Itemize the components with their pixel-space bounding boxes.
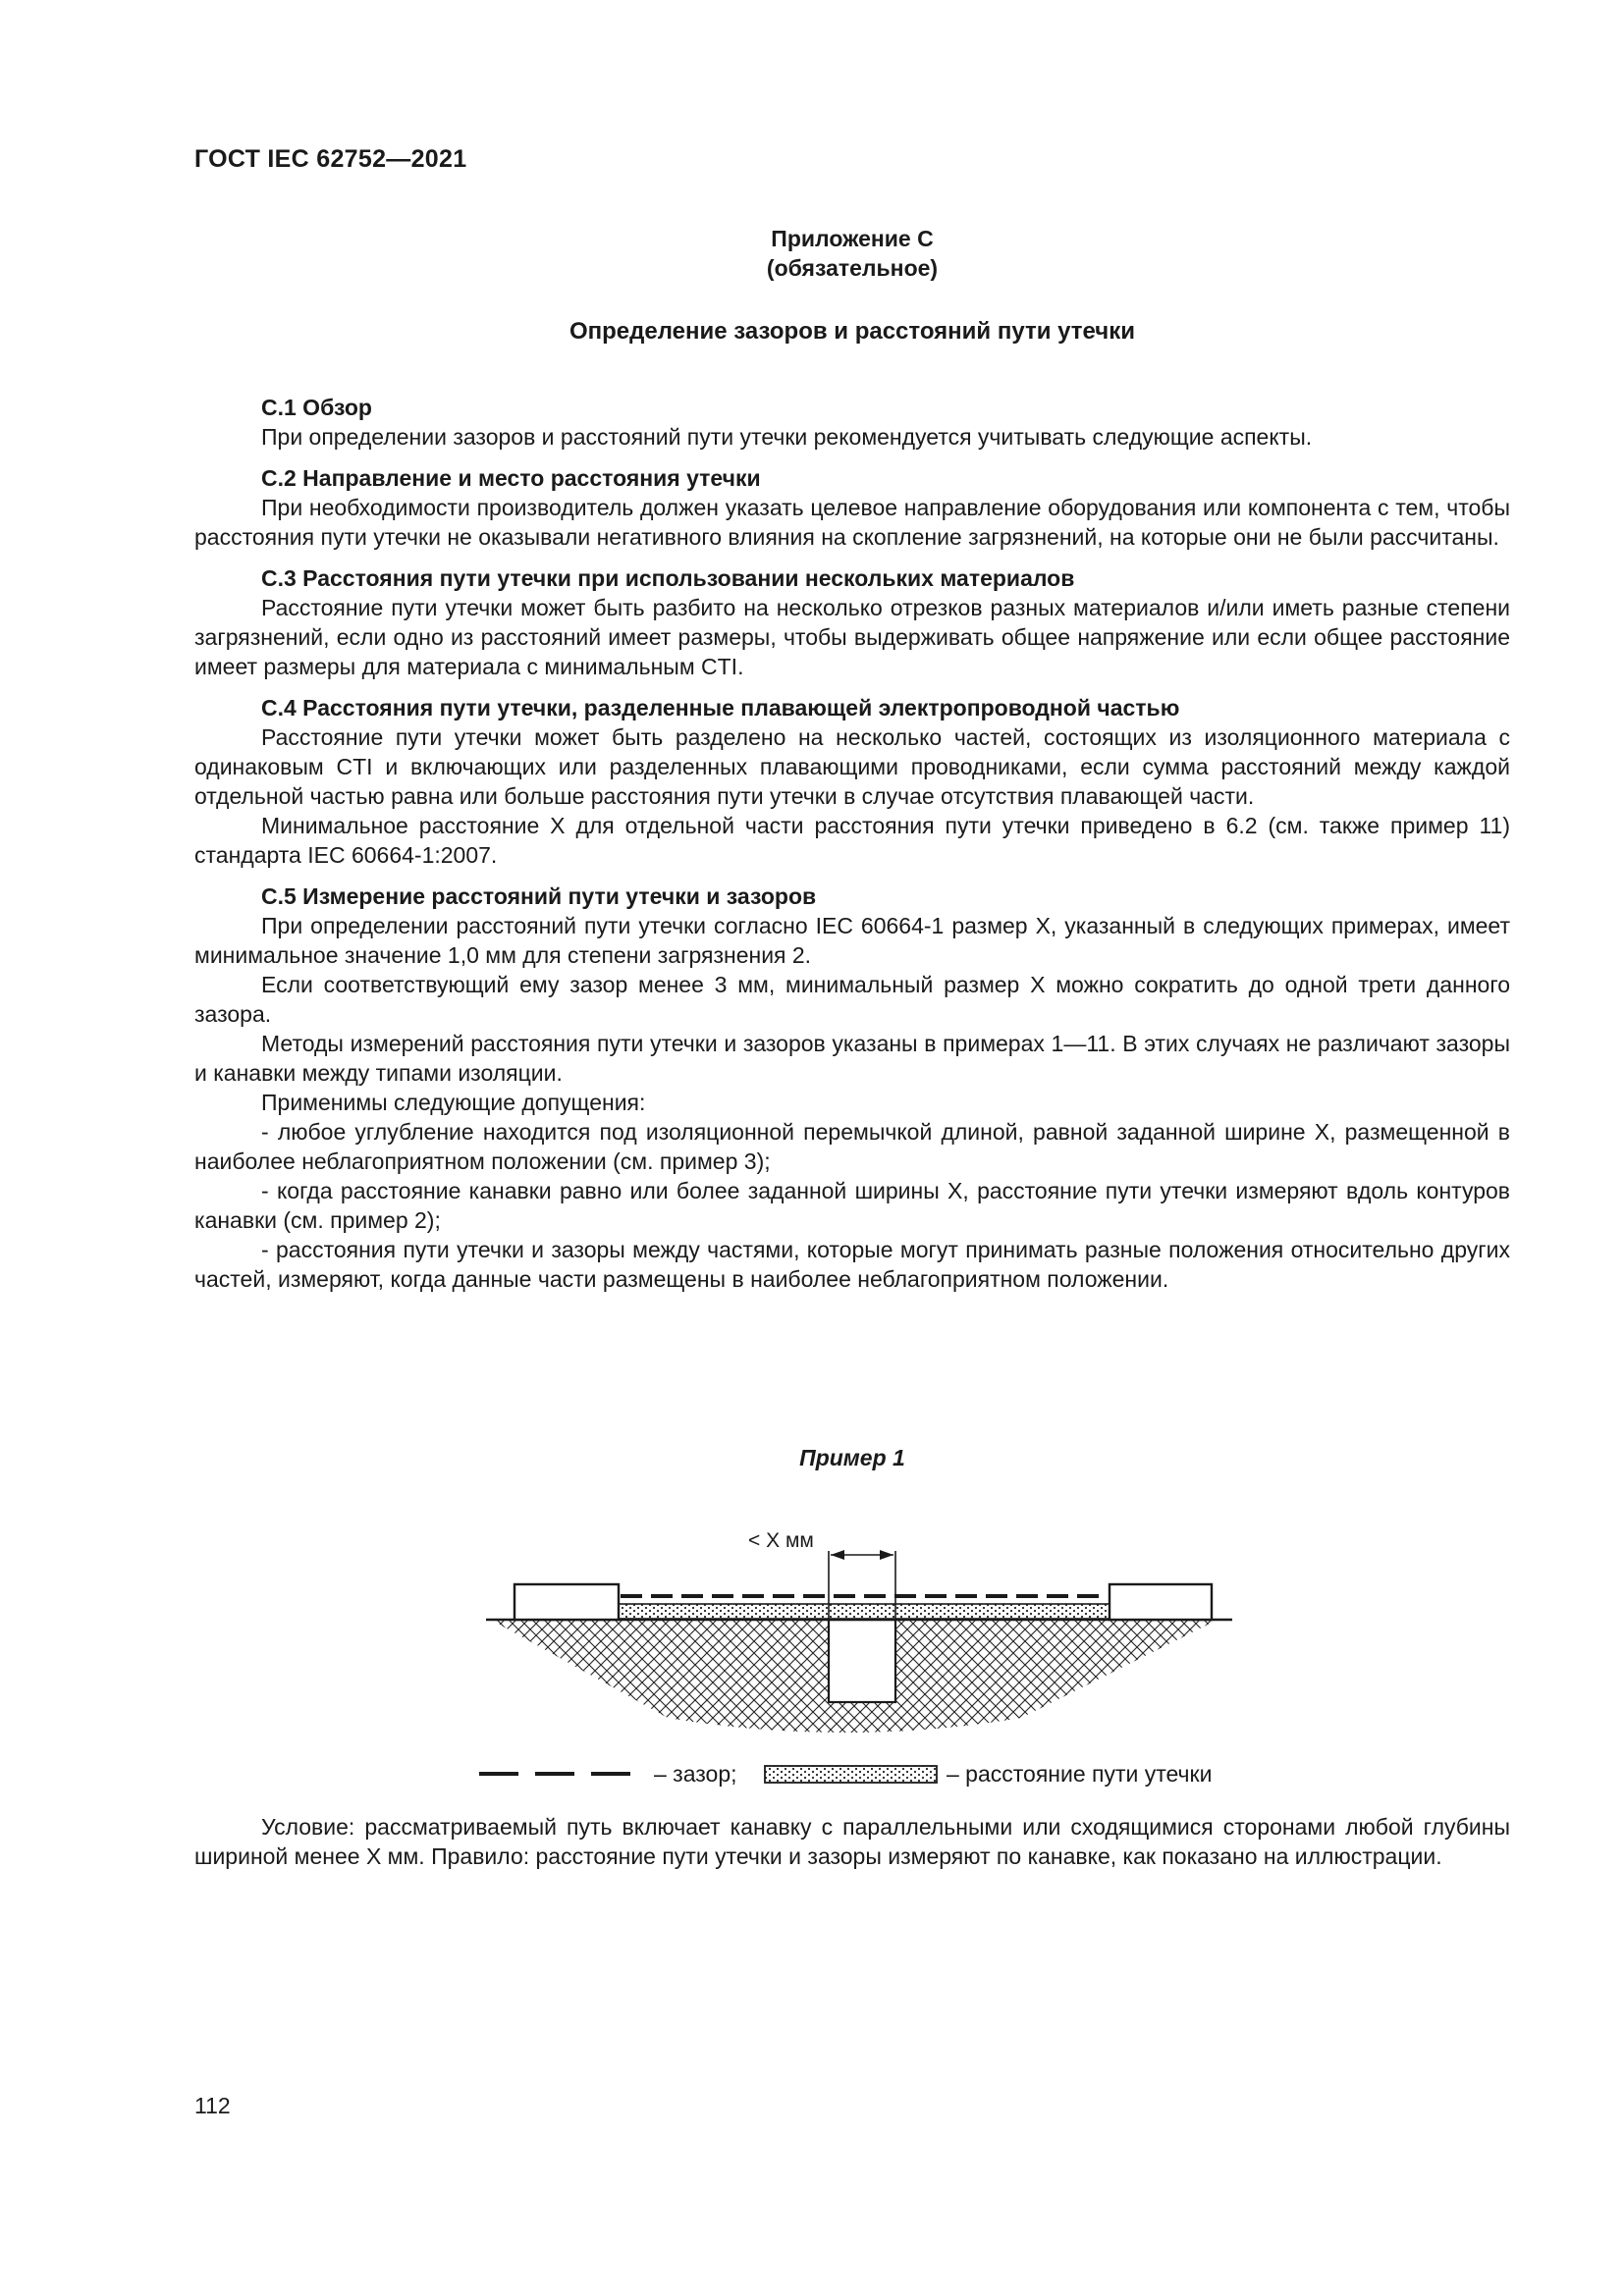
- section-heading: С.2 Направление и место расстояния утечки: [261, 465, 761, 491]
- legend-creepage-box: [764, 1764, 939, 1786]
- section-heading: С.5 Измерение расстояний пути утечки и зазоров: [261, 883, 817, 909]
- paragraph: - расстояния пути утечки и зазоры между частями, которые могут принимать разные положения относительно других частей, измеряют, когда данные части размещены в наиболее неблагоприятном положении.: [194, 1237, 1510, 1292]
- paragraph: Минимальное расстояние X для отдельной части расстояния пути утечки приведено в 6.2 (см. также пример 11) стандарта IEC 60664-1:2007.: [194, 813, 1510, 868]
- condition-paragraph: Условие: рассматриваемый путь включает канавку с параллельными или сходящимися сторонами любой глубины шириной менее X мм. Правило: расстояние пути утечки и зазоры измеряют по канавке, как показано на иллюстрации.: [194, 1814, 1510, 1869]
- paragraph: - любое углубление находится под изоляционной перемычкой длиной, равной заданной ширине X, размещенной в наиболее неблагоприятном положении (см. пример 3);: [194, 1119, 1510, 1174]
- appendix-title: Приложение С: [771, 226, 934, 251]
- paragraph: При определении зазоров и расстояний пути утечки рекомендуется учитывать следующие аспекты.: [261, 424, 1313, 450]
- right-conductor: [1110, 1584, 1212, 1620]
- appendix-status: (обязательное): [766, 255, 939, 281]
- creepage-path: [619, 1604, 1110, 1619]
- document-title: Определение зазоров и расстояний пути утечки: [568, 318, 1136, 345]
- paragraph: Если соответствующий ему зазор менее 3 мм, минимальный размер X можно сократить до одной трети данного зазора.: [194, 972, 1510, 1027]
- paragraph: Расстояние пути утечки может быть разделено на несколько частей, состоящих из изоляционного материала с одинаковым CTI и включающих или разделенных плавающими проводниками, если сумма расстояний между каждой отдельной частью равна или больше расстояния пути утечки в случае отсутствия плавающей части.: [194, 724, 1510, 809]
- dimension-label: < X мм: [748, 1529, 814, 1552]
- example-1-figure: [471, 1512, 1257, 1787]
- section-heading: С.3 Расстояния пути утечки при использовании нескольких материалов: [261, 565, 1075, 591]
- paragraph: Методы измерений расстояния пути утечки и зазоров указаны в примерах 1—11. В этих случаях не различают зазоры и канавки между типами изоляции.: [194, 1031, 1510, 1086]
- paragraph: При необходимости производитель должен указать целевое направление оборудования или компонента с тем, чтобы расстояния пути утечки не оказывали негативного влияния на скопление загрязнений, на которые они не были рассчитаны.: [194, 495, 1510, 550]
- example-title: Пример 1: [799, 1445, 905, 1470]
- condition-text: [194, 1812, 1510, 1871]
- appendix-header: [194, 224, 1510, 283]
- dimension-arrow-left: [831, 1550, 844, 1560]
- page-number: 112: [194, 2093, 231, 2118]
- paragraph: При определении расстояний пути утечки согласно IEC 60664-1 размер X, указанный в следующих примерах, имеет минимальное значение 1,0 мм для степени загрязнения 2.: [194, 913, 1510, 968]
- section-heading: С.1 Обзор: [261, 395, 372, 420]
- paragraph: Расстояние пути утечки может быть разбито на несколько отрезков разных материалов и/или иметь разные степени загрязнений, если одно из расстояний имеет размеры, чтобы выдерживать общее напряжение или если общее расстояние имеет размеры для материала с минимальным CTI.: [194, 595, 1510, 679]
- left-conductor: [514, 1584, 619, 1620]
- paragraph: Применимы следующие допущения:: [261, 1090, 646, 1115]
- legend-creepage-label: – расстояние пути утечки: [947, 1761, 1213, 1787]
- standard-designation: ГОСТ IEC 62752—2021: [194, 145, 467, 173]
- paragraph: - когда расстояние канавки равно или более заданной ширины X, расстояние пути утечки измеряют вдоль контуров канавки (см. пример 2);: [194, 1178, 1510, 1233]
- dimension-arrow-right: [880, 1550, 893, 1560]
- document-body: [194, 393, 1510, 1294]
- legend-clearance-label: – зазор;: [654, 1761, 737, 1787]
- groove: [829, 1620, 895, 1702]
- section-heading: С.4 Расстояния пути утечки, разделенные плавающей электропроводной частью: [261, 695, 1180, 721]
